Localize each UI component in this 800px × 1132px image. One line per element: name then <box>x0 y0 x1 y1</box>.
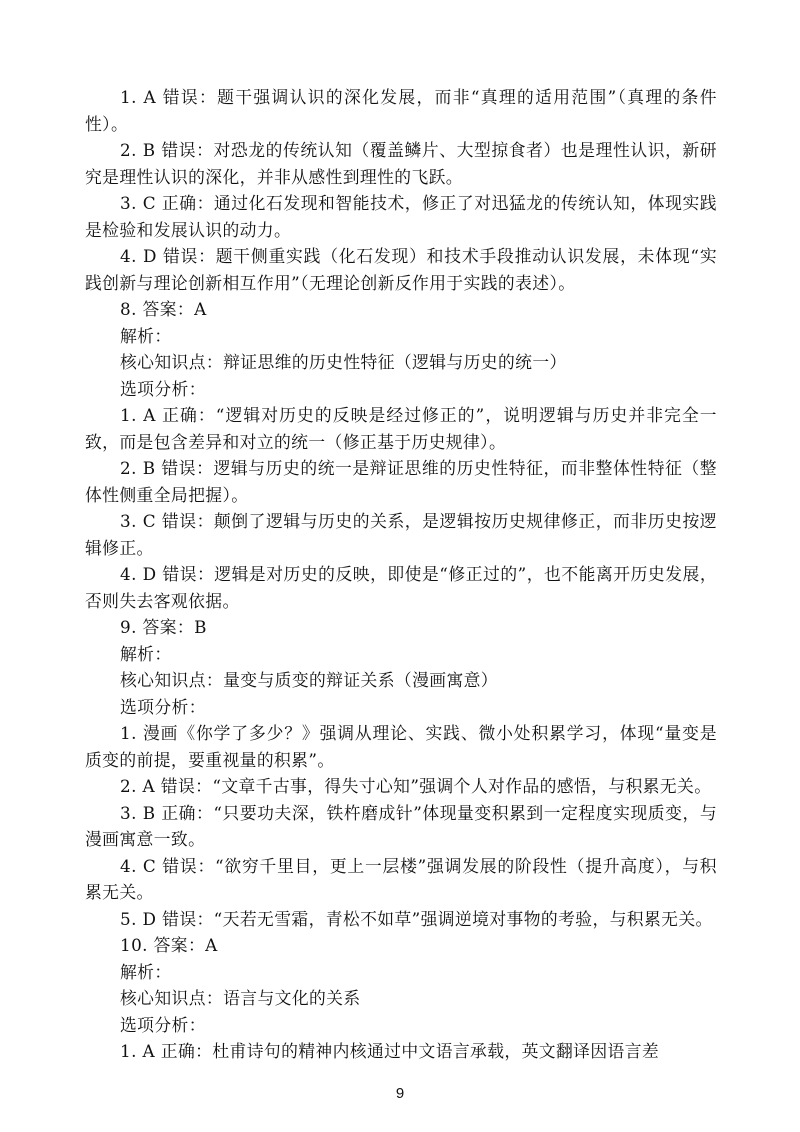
analysis-label: 解析： <box>120 961 172 982</box>
paragraph: 2. A 错误：“文章千古事，得失寸心知”强调个人对作品的感悟，与积累无关。 <box>120 776 712 796</box>
paragraph: 2. B 错误：逻辑与历史的统一是辩证思维的历史性特征，而非整体性特征（整体性侧重全局把握）。 <box>85 458 717 505</box>
paragraph: 1. A 正确：“逻辑对历史的反映是经过修正的”，说明逻辑与历史并非完全一致，而是包含差异和对立的统一（修正基于历史规律）。 <box>85 405 717 452</box>
answer-heading-10: 10. 答案：A <box>120 935 218 955</box>
option-analysis-label: 选项分析： <box>120 1014 206 1035</box>
knowledge-point: 核心知识点：语言与文化的关系 <box>120 988 361 1008</box>
paragraph: 3. C 正确：通过化石发现和智能技术，修正了对迅猛龙的传统认知，体现实践是检验和发展认识的动力。 <box>85 193 717 240</box>
knowledge-point: 核心知识点：量变与质变的辩证关系（漫画寓意） <box>120 670 498 690</box>
analysis-label: 解析： <box>120 325 172 346</box>
option-analysis-label: 选项分析： <box>120 696 206 717</box>
paragraph: 3. B 正确：“只要功夫深，铁杵磨成针”体现量变积累到一定程度实现质变，与漫画寓意一致。 <box>85 802 717 849</box>
page-number: 9 <box>395 1085 405 1102</box>
answer-heading-9: 9. 答案：B <box>120 617 207 637</box>
paragraph: 5. D 错误：“天若无雪霜，青松不如草”强调逆境对事物的考验，与积累无关。 <box>120 908 713 929</box>
analysis-label: 解析： <box>120 643 172 664</box>
paragraph: 4. C 错误：“欲穷千里目，更上一层楼”强调发展的阶段性（提升高度），与积累无关。 <box>85 855 717 902</box>
answer-heading-8: 8. 答案：A <box>120 299 207 319</box>
paragraph: 1. A 错误：题干强调认识的深化发展，而非“真理的适用范围”（真理的条件性）。 <box>85 87 717 134</box>
page-content <box>85 84 717 1065</box>
paragraph: 1. A 正确：杜甫诗句的精神内核通过中文语言承载，英文翻译因语言差 <box>120 1041 660 1061</box>
paragraph: 1. 漫画《你学了多少？》强调从理论、实践、微小处积累学习，体现“量变是质变的前提，要重视量的积累”。 <box>85 723 717 770</box>
option-analysis-label: 选项分析： <box>120 378 206 399</box>
paragraph: 4. D 错误：题干侧重实践（化石发现）和技术手段推动认识发展，未体现“实践创新与理论创新相互作用”（无理论创新反作用于实践的表述）。 <box>85 246 717 293</box>
paragraph: 3. C 错误：颠倒了逻辑与历史的关系，是逻辑按历史规律修正，而非历史按逻辑修正。 <box>85 511 717 558</box>
knowledge-point: 核心知识点：辩证思维的历史性特征（逻辑与历史的统一） <box>120 352 567 372</box>
paragraph: 2. B 错误：对恐龙的传统认知（覆盖鳞片、大型掠食者）也是理性认识，新研究是理性认识的深化，并非从感性到理性的飞跃。 <box>85 140 717 187</box>
paragraph: 4. D 错误：逻辑是对历史的反映，即使是“修正过的”，也不能离开历史发展，否则失去客观依据。 <box>85 564 717 611</box>
